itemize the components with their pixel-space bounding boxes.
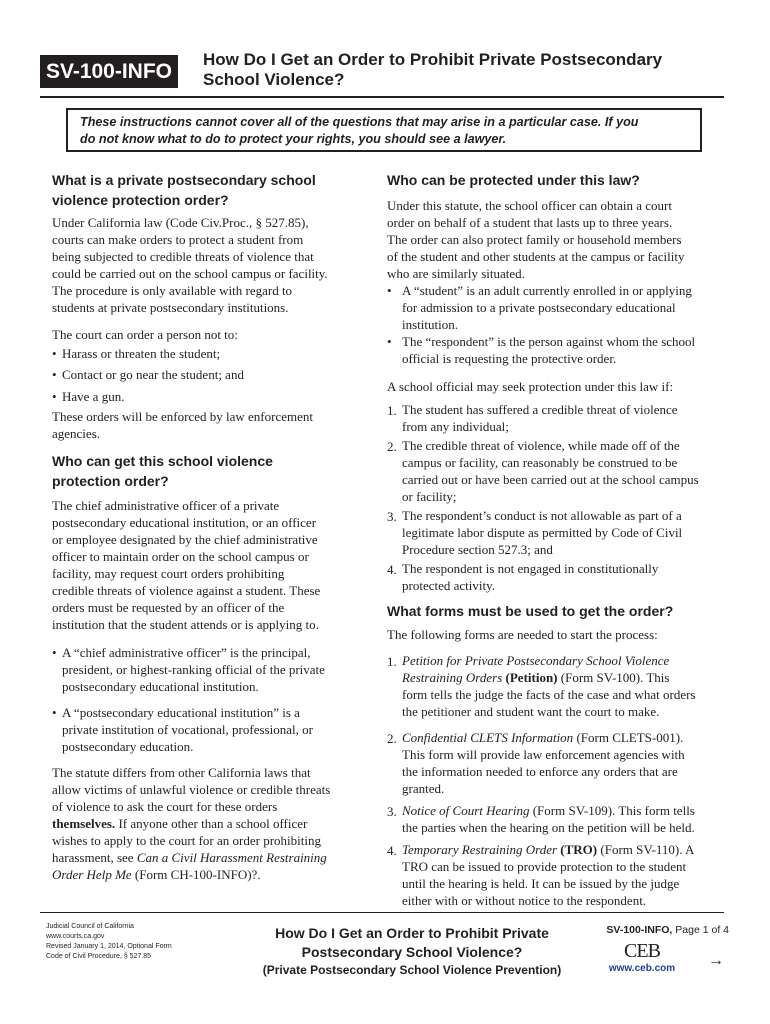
- text-line: carried out or have been carried out at the school campus: [402, 472, 699, 487]
- text-line: president, or highest-ranking official of the private: [62, 662, 325, 677]
- text-line: students at private postsecondary institutions.: [52, 300, 289, 315]
- text-span: (Form SV-100). This: [557, 670, 670, 685]
- list-item: [52, 366, 362, 383]
- list-item-text: Have a gun.: [62, 389, 125, 404]
- text-line: This form will provide law enforcement agencies with: [402, 747, 685, 762]
- text-line: allow victims of unlawful violence or credible threats: [52, 782, 331, 797]
- left-column: [52, 170, 362, 883]
- lawyer-notice-box: [66, 108, 702, 152]
- text-line: The “respondent” is the person against whom the school: [402, 334, 696, 349]
- text-line: [402, 729, 732, 746]
- text-line: of the student and other students at the campus or facility: [387, 249, 685, 264]
- text-line: Code of Civil Procedure, § 527.85: [46, 953, 152, 960]
- form-reference: Can a Civil Harassment Restraining: [136, 850, 327, 865]
- text-line: The procedure is only available with regard to: [52, 283, 293, 298]
- form-reference: Temporary Restraining Order: [402, 842, 558, 857]
- text-line: The student has suffered a credible threat of violence: [402, 402, 678, 417]
- text-line: orders must be requested by an officer of the: [52, 600, 285, 615]
- numbered-item: [387, 652, 732, 720]
- list-item-text: Contact or go near the student; and: [62, 367, 244, 382]
- text-span: (Form SV-110). A: [597, 842, 695, 857]
- text-line: institution that the student attends or is applying to.: [52, 617, 319, 632]
- notice-line-2: do not know what to do to protect your rights, you should see a lawyer.: [80, 132, 507, 146]
- list-item: [387, 333, 732, 367]
- text-line: credible threats of violence against a student. These: [52, 583, 321, 598]
- item-number: 3.: [387, 509, 397, 524]
- footer-form-id: SV-100-INFO,: [606, 924, 673, 936]
- footer-subtitle: (Private Postsecondary School Violence Prevention): [262, 963, 562, 977]
- text-line: The respondent is not engaged in constitutionally: [402, 561, 659, 576]
- list-item-text: Harass or threaten the student;: [62, 346, 221, 361]
- emphasis-text: themselves.: [52, 816, 116, 831]
- text-line: Under this statute, the school officer can obtain a court: [387, 198, 672, 213]
- title-line-2: School Violence?: [203, 70, 345, 89]
- text-line: [52, 849, 362, 866]
- form-reference: Notice of Court Hearing: [402, 803, 530, 818]
- heading-what-forms: What forms must be used to get the order?: [387, 603, 674, 619]
- right-column: [387, 170, 732, 909]
- ceb-website-link[interactable]: www.ceb.com: [608, 963, 676, 974]
- text-line: legitimate labor dispute as permitted by Code of Civil: [402, 525, 683, 540]
- heading-line: protection order?: [52, 473, 169, 489]
- item-number: 4.: [387, 843, 397, 858]
- text-line: form tells the judge the facts of the case and what orders: [402, 687, 696, 702]
- text-span: (Form CH-100-INFO)?.: [131, 867, 261, 882]
- paragraph-california-law: [52, 214, 362, 316]
- text-line: private institution of vocational, professional, or: [62, 722, 313, 737]
- numbered-item: [387, 437, 732, 505]
- footer-title-line: Postsecondary School Violence?: [301, 944, 523, 960]
- notice-line-1: These instructions cannot cover all of the questions that may arise in a particular case. If you: [80, 115, 639, 129]
- text-span: harassment, see: [52, 850, 137, 865]
- form-reference: Petition for Private Postsecondary School Violence: [402, 653, 670, 668]
- text-line: or facility;: [402, 489, 457, 504]
- numbered-item: [387, 401, 732, 435]
- bullet-icon: •: [387, 283, 392, 298]
- text-line: [402, 669, 732, 686]
- form-reference: Confidential CLETS Information: [402, 730, 574, 745]
- text-line: Procedure section 527.3; and: [402, 542, 553, 557]
- text-span: If anyone other than a school officer: [115, 816, 308, 831]
- paragraph-forms-needed: The following forms are needed to start the process:: [387, 627, 658, 642]
- footer-source-info: [46, 922, 246, 962]
- text-line: TRO can be issued to provide protection to the student: [402, 859, 687, 874]
- bullet-icon: •: [52, 705, 57, 720]
- text-line: being subjected to credible threats of violence that: [52, 249, 314, 264]
- text-line: A “chief administrative officer” is the principal,: [62, 645, 311, 660]
- emphasis-text: (Petition): [505, 670, 558, 685]
- form-reference: Order Help Me: [52, 867, 132, 882]
- text-line: www.courts.ca.gov: [46, 933, 105, 940]
- ceb-logo: CEB: [624, 940, 660, 962]
- heading-who-protected: Who can be protected under this law?: [387, 172, 640, 188]
- paragraph-statute-obtain: [387, 197, 732, 282]
- text-line: wishes to apply to the court for an order prohibiting: [52, 833, 321, 848]
- heading-line: violence protection order?: [52, 192, 229, 208]
- heading-what-is-order: [52, 170, 362, 210]
- text-line: [402, 652, 732, 669]
- text-line: The chief administrative officer of a private: [52, 498, 280, 513]
- text-line: Revised January 1, 2014, Optional Form: [46, 943, 172, 950]
- footer-divider: [40, 912, 724, 913]
- numbered-item: [387, 729, 732, 797]
- text-line: A “postsecondary educational institution” is a: [62, 705, 300, 720]
- heading-line: Who can get this school violence: [52, 453, 273, 469]
- list-item: [52, 644, 362, 695]
- text-line: [52, 866, 362, 883]
- numbered-item: [387, 560, 732, 594]
- text-span: (Form CLETS-001).: [573, 730, 684, 745]
- text-span: (Form SV-109). This form tells: [529, 803, 695, 818]
- text-line: The statute differs from other California laws that: [52, 765, 311, 780]
- list-item: [52, 388, 362, 405]
- paragraph-statute-differs: [52, 764, 362, 883]
- document-title: [203, 50, 723, 90]
- text-line: protected activity.: [402, 578, 496, 593]
- bullet-icon: •: [52, 645, 57, 660]
- form-id-badge: SV-100-INFO: [40, 55, 178, 88]
- text-line: postsecondary educational institution, or an officer: [52, 515, 317, 530]
- text-line: [402, 841, 732, 858]
- text-line: institution.: [402, 317, 458, 332]
- item-number: 1.: [387, 403, 397, 418]
- bullet-icon: •: [52, 346, 57, 361]
- numbered-item: [387, 841, 732, 909]
- item-number: 3.: [387, 804, 397, 819]
- item-number: 4.: [387, 562, 397, 577]
- bullet-icon: •: [52, 389, 57, 404]
- text-line: order on behalf of a student that lasts up to three years.: [387, 215, 673, 230]
- text-line: either with or without notice to the respondent.: [402, 893, 647, 908]
- text-line: granted.: [402, 781, 445, 796]
- text-line: officer to maintain order on the school campus or: [52, 549, 309, 564]
- text-line: campus or facility, can reasonably be construed to be: [402, 455, 678, 470]
- text-line: of violence to ask the court for these orders: [52, 799, 278, 814]
- text-line: [52, 815, 362, 832]
- next-page-arrow-icon[interactable]: →: [708, 952, 724, 969]
- numbered-item: [387, 802, 732, 836]
- item-number: 2.: [387, 731, 397, 746]
- text-line: Under California law (Code Civ.Proc., § 527.85),: [52, 215, 309, 230]
- form-reference: Restraining Orders: [402, 670, 503, 685]
- paragraph-chief-officer: [52, 497, 362, 633]
- text-line: facility, may request court orders prohibiting: [52, 566, 285, 581]
- text-line: official is requesting the protective order.: [402, 351, 617, 366]
- text-line: The respondent’s conduct is not allowable as part of a: [402, 508, 682, 523]
- text-line: [402, 802, 732, 819]
- text-line: Judicial Council of California: [46, 923, 134, 930]
- paragraph-enforced: [52, 408, 362, 442]
- text-line: the petitioner and student want the court to make.: [402, 704, 660, 719]
- bullet-icon: •: [387, 334, 392, 349]
- page-number: Page 1 of 4: [672, 924, 729, 936]
- numbered-item: [387, 507, 732, 558]
- heading-line: What is a private postsecondary school: [52, 172, 316, 188]
- list-item: [387, 282, 732, 333]
- text-line: or employee designated by the chief administrative: [52, 532, 318, 547]
- text-line: courts can make orders to protect a student from: [52, 232, 304, 247]
- text-line: A “student” is an adult currently enrolled in or applying: [402, 283, 692, 298]
- heading-who-can-get: [52, 451, 362, 491]
- text-line: The order can also protect family or household members: [387, 232, 682, 247]
- text-line: who are similarly situated.: [387, 266, 525, 281]
- page-indicator: [594, 924, 729, 937]
- title-divider: [40, 96, 724, 98]
- text-line: These orders will be enforced by law enforcement: [52, 409, 313, 424]
- emphasis-text: (TRO): [560, 842, 598, 857]
- text-line: postsecondary education.: [62, 739, 194, 754]
- list-item: [52, 704, 362, 755]
- bullet-icon: •: [52, 367, 57, 382]
- text-line: could be carried out on the school campus or facility.: [52, 266, 328, 281]
- text-line: the information needed to enforce any orders that are: [402, 764, 678, 779]
- item-number: 2.: [387, 439, 397, 454]
- text-line: agencies.: [52, 426, 101, 441]
- text-line: for admission to a private postsecondary educational: [402, 300, 676, 315]
- text-line: The credible threat of violence, while made off of the: [402, 438, 680, 453]
- list-item: [52, 345, 362, 362]
- title-line-1: How Do I Get an Order to Prohibit Private Postsecondary: [203, 50, 663, 69]
- text-line: postsecondary educational institution.: [62, 679, 259, 694]
- paragraph-court-can-order: The court can order a person not to:: [52, 327, 238, 342]
- text-line: the parties when the hearing on the petition will be held.: [402, 820, 695, 835]
- text-line: from any individual;: [402, 419, 509, 434]
- footer-title: [242, 924, 582, 979]
- item-number: 1.: [387, 654, 397, 669]
- footer-title-line: How Do I Get an Order to Prohibit Private: [275, 925, 549, 941]
- text-line: until the hearing is held. It can be issued by the judge: [402, 876, 680, 891]
- paragraph-official-may-seek: A school official may seek protection under this law if:: [387, 379, 674, 394]
